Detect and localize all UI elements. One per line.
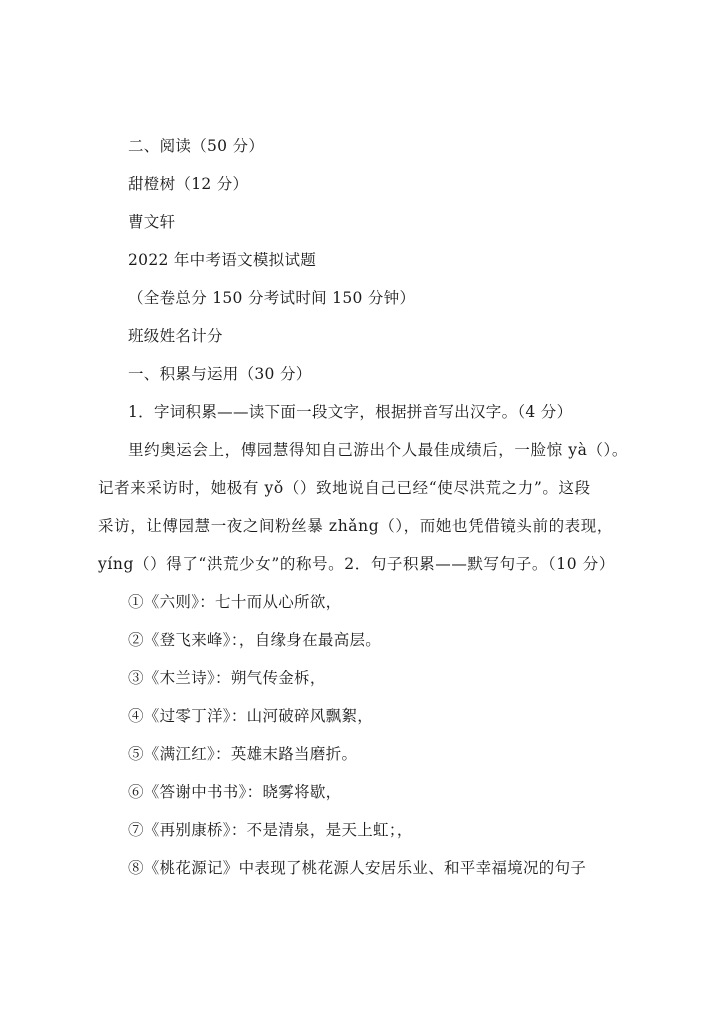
- paragraph-line-1: 里约奥运会上，傅园慧得知自己游出个人最佳成绩后，一脸惊 yà（）。: [128, 441, 628, 459]
- list-item-2: ②《登飞来峰》：，自缘身在最高层。: [128, 631, 382, 649]
- list-item-6: ⑥《答谢中书书》：晓雾将歇，: [128, 783, 342, 801]
- student-info-line: 班级姓名计分: [128, 327, 223, 345]
- exam-info: （全卷总分 150 分考试时间 150 分钟）: [128, 289, 416, 307]
- list-item-4: ④《过零丁洋》：山河破碎风飘絮，: [128, 707, 374, 725]
- article-author: 曹文轩: [128, 213, 176, 231]
- list-item-5: ⑤《满江红》：英雄末路当磨折。: [128, 745, 358, 763]
- section-heading-accumulation: 一、积累与运用（30 分）: [128, 365, 312, 383]
- exam-title: 2022 年中考语文模拟试题: [128, 251, 317, 269]
- list-item-7: ⑦《再别康桥》：不是清泉，是天上虹；，: [128, 821, 413, 839]
- list-item-1: ①《六则》：七十而从心所欲，: [128, 593, 342, 611]
- list-item-3: ③《木兰诗》：朔气传金柝，: [128, 669, 326, 687]
- paragraph-line-3: 采访，让傅园慧一夜之间粉丝暴 zhǎng（），而她也凭借镜头前的表现，: [98, 517, 613, 535]
- article-title: 甜橙树（12 分）: [128, 175, 249, 193]
- section-heading-reading: 二、阅读（50 分）: [128, 137, 265, 155]
- list-item-8: ⑧《桃花源记》中表现了桃花源人安居乐业、和平幸福境况的句子: [128, 859, 587, 877]
- paragraph-line-4: yíng（）得了“洪荒少女”的称号。2．句子积累——默写句子。（10 分）: [98, 555, 615, 573]
- paragraph-line-2: 记者来采访时，她极有 yǒ（）致地说自己已经“使尽洪荒之力”。这段: [98, 479, 591, 497]
- question-1-heading: 1．字词积累——读下面一段文字，根据拼音写出汉字。（4 分）: [128, 403, 573, 421]
